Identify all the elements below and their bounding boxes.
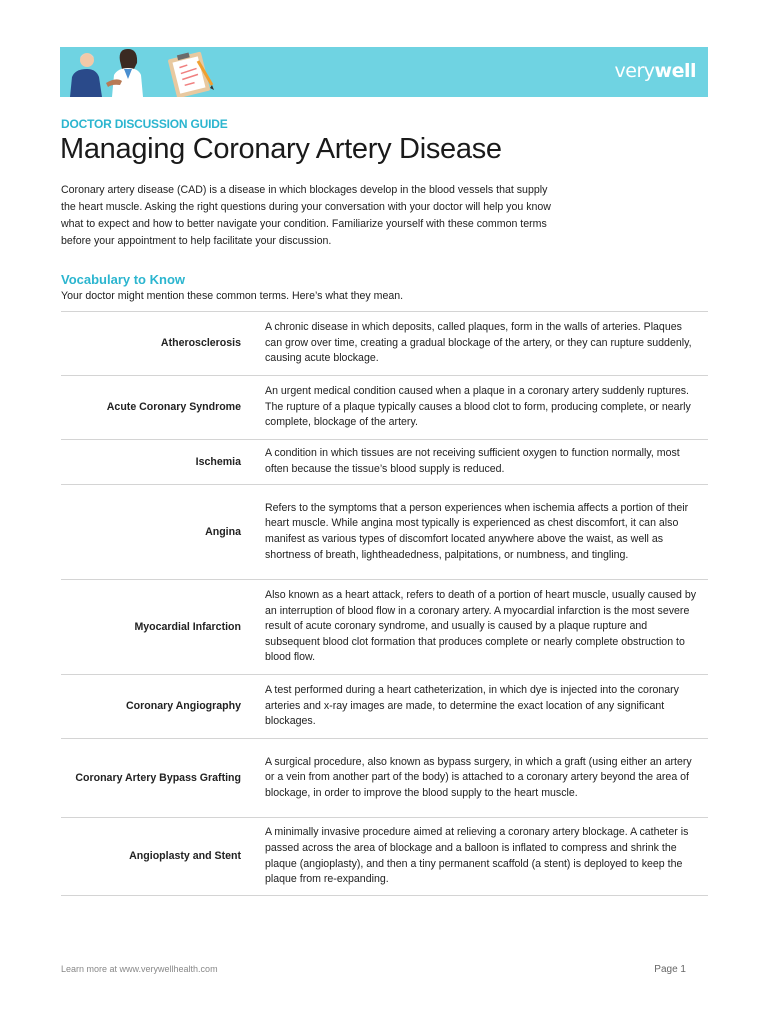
vocab-row [61,311,708,375]
vocab-row [61,375,708,439]
intro-paragraph: Coronary artery disease (CAD) is a disease in which blockages develop in the blood vessels that supply the heart muscle. Asking the right questions during your conversation with your doctor will help you know what to expect and how to better navigate your condition. Familiarize yourself with these common terms before your appointment to help facilitate your discussion. [61,184,551,247]
vocab-term: Coronary Angiography [126,700,241,712]
vocab-term: Myocardial Infarction [134,620,241,633]
vocabulary-subheading: Your doctor might mention these common terms. Here’s what they mean. [61,290,404,302]
vocab-definition: A surgical procedure, also known as bypass surgery, in which a graft (using either an artery or a vein from another part of the body) is attached to a coronary artery beyond the area of blockage, in order to improve the blood supply to the heart muscle. [265,755,692,799]
vocab-definition: Also known as a heart attack, refers to death of a portion of heart muscle, usually caused by an interruption of blood flow in a coronary artery. A myocardial infarction is the most severe result of acute coronary syndrome, and usually is caused by a plaque rupture and subsequent blood clot formation that produces complete or nearly complete obstruction to blood flow. [265,589,697,664]
vocab-definition: A condition in which tissues are not receiving sufficient oxygen to function normally, most often because the tissue’s blood supply is reduced. [265,447,680,475]
vocab-definition: An urgent medical condition caused when a plaque in a coronary artery suddenly ruptures. The rupture of a plaque typically causes a blood clot to form, producing complete, or nearly complete, blockage of the artery. [265,385,691,429]
vocab-term: Angioplasty and Stent [129,850,241,862]
vocabulary-heading: Vocabulary to Know [61,272,185,287]
vocab-term: Coronary Artery Bypass Grafting [75,771,241,784]
page-number: Page 1 [654,964,686,975]
vocab-row [61,439,708,484]
vocabulary-table [61,311,708,896]
vocab-definition: A chronic disease in which deposits, called plaques, form in the walls of arteries. Plaques can grow over time, creating a gradual blockage of the artery, or they can rupture suddenly, causing acute blockage. [265,321,692,365]
guide-kicker: DOCTOR DISCUSSION GUIDE [61,117,228,131]
vocab-row [61,579,708,674]
vocab-definition: A test performed during a heart catheterization, in which dye is injected into the coronary arteries and x-ray images are made, to determine the exact location of any significant blockages. [265,684,679,728]
vocab-row [61,674,708,738]
doctor-patient-illustration [60,47,230,97]
vocab-term: Atherosclerosis [160,337,241,349]
vocab-term: Angina [205,525,241,538]
vocab-row [61,484,708,579]
vocab-term: Acute Coronary Syndrome [106,401,241,413]
vocab-definition: Refers to the symptoms that a person experiences when ischemia affects a portion of their heart muscle. While angina most typically is experienced as chest discomfort, it can also manifest as various types of discomfort located anywhere above the waist, as well as shortness of breath, lightheadedness, palpitations, or numbness, and tingling. [265,501,689,561]
page-title: Managing Coronary Artery Disease [60,133,502,165]
vocab-row [61,738,708,817]
header-banner [60,47,708,97]
vocab-term: Ischemia [195,455,241,468]
vocab-definition: A minimally invasive procedure aimed at relieving a coronary artery blockage. A catheter is passed across the area of blockage and a balloon is inflated to compress and shrink the plaque (angioplasty), and then a tiny permanent scaffold (a stent) is deployed to keep the plaque from re-expanding. [265,826,689,886]
footer-website-link[interactable]: Learn more at www.verywellhealth.com [61,964,218,974]
vocab-row [61,817,708,896]
verywell-logo: verywell [614,60,696,82]
